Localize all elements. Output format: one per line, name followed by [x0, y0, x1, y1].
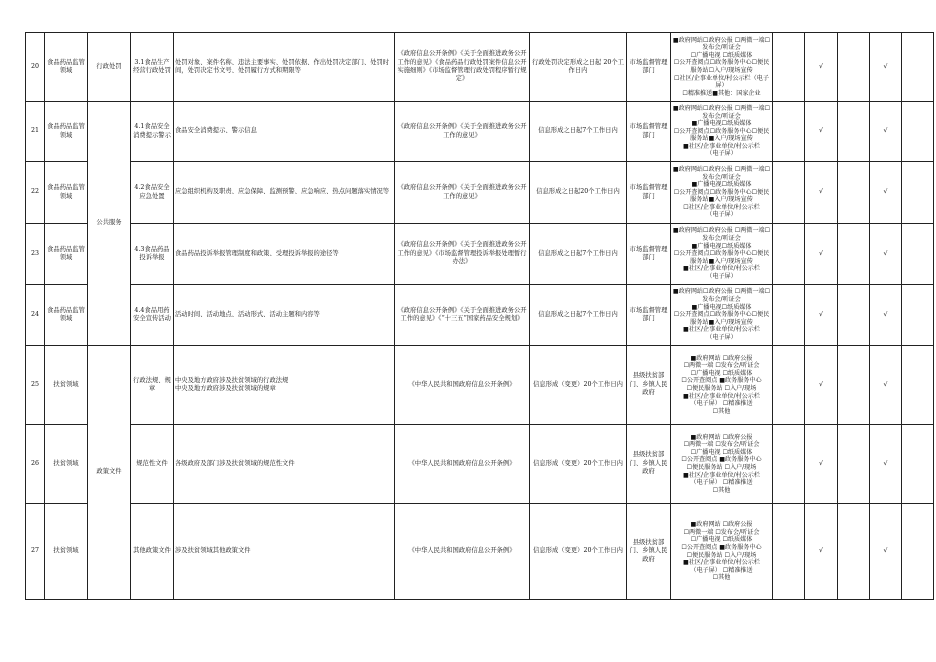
channel-line: ■政府网站☐政府公报 ☐两微一端☐发布会/听证会: [672, 36, 771, 52]
check-cell-c4: √: [870, 504, 902, 600]
check-cell-c1: [773, 102, 805, 162]
channel-line: ☐其他: [712, 574, 731, 582]
check-cell-c1: [773, 162, 805, 224]
disclosure-content-cell: 中央及地方政府涉及扶贫领域的行政法规 中央及地方政府涉及扶贫领域的规章: [174, 346, 395, 425]
channel-line: （电子屏） ☐精准推送: [690, 479, 753, 487]
disclosure-table: [25, 32, 934, 600]
channel-line: ☐公开查阅点 ■政务服务中心: [681, 377, 762, 385]
category-level1-cell: 政策文件: [88, 346, 131, 600]
disclosure-time-cell: 信息形成（变更）20个工作日内: [530, 346, 627, 425]
channel-line: ☐广播电视 ☐纸质媒体: [690, 51, 753, 59]
check-cell-c3: [838, 504, 870, 600]
check-cell-c4: √: [870, 102, 902, 162]
channel-line: ■广播电视☐纸质媒体: [691, 120, 752, 128]
channel-line: ■政府网站 ☐政府公报: [690, 433, 753, 441]
check-cell-c3: [838, 425, 870, 504]
table-row: [26, 162, 934, 224]
channel-line: ☐公开查阅点☐政务服务中心☐便民服务站■入户/现场宣传: [673, 311, 770, 326]
disclosure-time-cell: 信息形成之日起7个工作日内: [530, 224, 627, 285]
channel-line: （电子屏）: [706, 211, 737, 219]
row-number-cell: 26: [26, 425, 45, 504]
row-number-cell: 23: [26, 224, 45, 285]
disclosure-channels-cell: [671, 425, 773, 504]
channel-line: （电子屏）: [706, 333, 737, 341]
disclosure-content-cell: 各级政府及部门涉及扶贫领域的规范性文件: [174, 425, 395, 504]
check-cell-c1: [773, 346, 805, 425]
disclosure-content-cell: 食品安全消费提示、警示信息: [174, 102, 395, 162]
channel-line: ■广播电视☐纸质媒体: [691, 181, 752, 189]
channel-line: ■广播电视☐纸质媒体: [691, 303, 752, 311]
field-cell: 扶贫领域: [45, 346, 88, 425]
disclosure-basis-cell: 《政府信息公开条例》《关于全面推进政务公开工作的意见》《“十三五”国家药品安全规划》: [395, 285, 530, 346]
channel-line: ■政府网站☐政府公报 ☐两微一端☐发布会/听证会: [672, 288, 771, 304]
field-cell: 食品药品监管领域: [45, 102, 88, 162]
table-row: [26, 425, 934, 504]
channel-line: ☐两微一端 ☐发布会/听证会: [683, 362, 760, 370]
category-level2-cell: 规范性文件: [131, 425, 174, 504]
channel-line: ☐广播电视 ☐纸质媒体: [690, 536, 753, 544]
disclosure-channels-cell: [671, 33, 773, 102]
disclosure-basis-cell: 《政府信息公开条例》《关于全面推进政务公开工作的意见》: [395, 102, 530, 162]
table-row: [26, 224, 934, 285]
disclosure-time-cell: 行政处罚决定形成之日起 20个工作日内: [530, 33, 627, 102]
check-cell-c3: [838, 346, 870, 425]
channel-line: ☐精准推送■其他：国家企业: [682, 89, 761, 97]
channel-line: ■政府网站 ☐政府公报: [690, 521, 753, 529]
row-number-cell: 20: [26, 33, 45, 102]
channel-line: ■社区/企事业单位/村公示栏: [683, 265, 760, 273]
channel-line: （电子屏）: [706, 272, 737, 280]
channel-line: ■政府网站 ☐政府公报: [690, 354, 753, 362]
category-level2-cell: 其他政策文件: [131, 504, 174, 600]
disclosure-basis-cell: 《中华人民共和国政府信息公开条例》: [395, 504, 530, 600]
disclosure-channels-cell: [671, 285, 773, 346]
disclosure-time-cell: 信息形成（变更）20个工作日内: [530, 504, 627, 600]
row-number-cell: 24: [26, 285, 45, 346]
disclosure-basis-cell: 《政府信息公开条例》《关于全面推进政务公开工作的意见》《食品药品行政处罚案件信息公开实施细则》《市场监督管理行政处罚程序暂行规定》: [395, 33, 530, 102]
disclosure-department-cell: 市场监督管理部门: [627, 162, 671, 224]
disclosure-basis-cell: 《政府信息公开条例》《关于全面推进政务公开工作的意见》《市场监督管理投诉举报处理暂行办法》: [395, 224, 530, 285]
disclosure-time-cell: 信息形成之日起7个工作日内: [530, 285, 627, 346]
disclosure-time-cell: 信息形成之日起20个工作日内: [530, 162, 627, 224]
check-cell-c4: √: [870, 346, 902, 425]
field-cell: 食品药品监管领域: [45, 33, 88, 102]
check-cell-c1: [773, 504, 805, 600]
channel-line: ■政府网站☐政府公报 ☐两微一端☐发布会/听证会: [672, 227, 771, 243]
check-cell-c5: [902, 102, 934, 162]
channel-line: ☐公开查阅点☐政务服务中心☐便民服务站■入户/现场宣传: [673, 188, 770, 204]
check-cell-c5: [902, 224, 934, 285]
disclosure-channels-cell: [671, 504, 773, 600]
check-cell-c3: [838, 102, 870, 162]
channel-line: ☐公开查阅点 ■政务服务中心: [681, 456, 762, 464]
table-row: [26, 102, 934, 162]
channel-line: ☐公开查阅点☐政务服务中心☐便民服务站■入户/现场宣传: [673, 127, 770, 143]
check-cell-c4: √: [870, 285, 902, 346]
channel-line: ☐公开查阅点 ■政务服务中心: [681, 543, 762, 551]
category-level2-cell: 行政法规、规章: [131, 346, 174, 425]
check-cell-c3: [838, 224, 870, 285]
disclosure-content-cell: 涉及扶贫领域其他政策文件: [174, 504, 395, 600]
disclosure-channels-cell: [671, 346, 773, 425]
disclosure-basis-cell: 《政府信息公开条例》《关于全面推进政务公开工作的意见》: [395, 162, 530, 224]
disclosure-department-cell: 县级扶贫部门、乡镇人民政府: [627, 425, 671, 504]
check-cell-c4: √: [870, 224, 902, 285]
channel-line: ☐社区/企事业单位/村公示栏（电子屏）: [674, 74, 769, 90]
disclosure-channels-cell: [671, 102, 773, 162]
disclosure-content-cell: 应急组织机构及职责、应急保障、监测预警、应急响应、热点问题落实情况等: [174, 162, 395, 224]
disclosure-content-cell: 活动时间、活动地点、活动形式、活动主题和内容等: [174, 285, 395, 346]
disclosure-channels-cell: [671, 162, 773, 224]
disclosure-department-cell: 县级扶贫部门、乡镇人民政府: [627, 346, 671, 425]
channel-line: （电子屏） ☐精准推送: [690, 566, 753, 574]
disclosure-department-cell: 市场监督管理部门: [627, 33, 671, 102]
field-cell: 食品药品监管领域: [45, 162, 88, 224]
channel-line: ☐社区/企事业单位/村公示栏: [683, 203, 760, 211]
check-cell-c2: √: [805, 285, 838, 346]
check-cell-c3: [838, 285, 870, 346]
disclosure-basis-cell: 《中华人民共和国政府信息公开条例》: [395, 425, 530, 504]
check-cell-c1: [773, 425, 805, 504]
category-level2-cell: 4.4食品用药安全宣传活动: [131, 285, 174, 346]
row-number-cell: 22: [26, 162, 45, 224]
check-cell-c2: √: [805, 346, 838, 425]
channel-line: ■广播电视☐纸质媒体: [691, 242, 752, 250]
channel-line: ☐其他: [712, 486, 731, 494]
disclosure-content-cell: 食品药品投诉举报管理制度和政策、受理投诉举报的途径等: [174, 224, 395, 285]
category-level2-cell: 4.2食品安全应急处置: [131, 162, 174, 224]
channel-line: ■社区/企事业单位/村公示栏: [683, 142, 760, 150]
channel-line: ☐公开查阅点☐政务服务中心☐便民服务站☐入户/现场宣传: [673, 59, 770, 74]
channel-line: ☐其他: [712, 407, 731, 415]
field-cell: 扶贫领域: [45, 504, 88, 600]
channel-line: ☐公开查阅点☐政务服务中心☐便民服务站■入户/现场宣传: [673, 250, 770, 265]
check-cell-c5: [902, 162, 934, 224]
check-cell-c1: [773, 224, 805, 285]
check-cell-c5: [902, 33, 934, 102]
disclosure-channels-cell: [671, 224, 773, 285]
check-cell-c4: √: [870, 33, 902, 102]
disclosure-department-cell: 市场监督管理部门: [627, 224, 671, 285]
category-level2-cell: 4.1食品安全消费提示警示: [131, 102, 174, 162]
channel-line: ☐两微一端 ☐发布会/听证会: [683, 441, 760, 449]
check-cell-c5: [902, 346, 934, 425]
field-cell: 食品药品监管领域: [45, 224, 88, 285]
channel-line: ■政府网站☐政府公报 ☐两微一端☐发布会/听证会: [672, 165, 771, 181]
category-level1-cell: 公共服务: [88, 102, 131, 346]
channel-line: （电子屏）: [706, 150, 737, 158]
field-cell: 食品药品监管领域: [45, 285, 88, 346]
check-cell-c2: √: [805, 504, 838, 600]
check-cell-c5: [902, 285, 934, 346]
disclosure-department-cell: 市场监督管理部门: [627, 102, 671, 162]
check-cell-c2: √: [805, 162, 838, 224]
disclosure-department-cell: 市场监督管理部门: [627, 285, 671, 346]
check-cell-c2: √: [805, 33, 838, 102]
field-cell: 扶贫领域: [45, 425, 88, 504]
table-row: [26, 346, 934, 425]
row-number-cell: 21: [26, 102, 45, 162]
check-cell-c3: [838, 33, 870, 102]
check-cell-c1: [773, 285, 805, 346]
check-cell-c2: √: [805, 425, 838, 504]
channel-line: ☐便民服务站 ☐入户/现场: [686, 551, 757, 559]
category-level1-cell: 行政处罚: [88, 33, 131, 102]
channel-line: ■政府网站☐政府公报 ☐两微一端☐发布会/听证会: [672, 104, 771, 120]
channel-line: ☐便民服务站 ☐入户/现场: [686, 385, 757, 392]
row-number-cell: 25: [26, 346, 45, 425]
check-cell-c1: [773, 33, 805, 102]
channel-line: ☐广播电视 ☐纸质媒体: [690, 369, 753, 377]
table-row: [26, 504, 934, 600]
row-number-cell: 27: [26, 504, 45, 600]
channel-line: ■社区/企事业单位/村公示栏: [683, 326, 760, 334]
check-cell-c2: √: [805, 224, 838, 285]
channel-line: （电子屏） ☐精准推送: [690, 400, 753, 408]
check-cell-c2: √: [805, 102, 838, 162]
channel-line: ☐两微一端 ☐发布会/听证会: [683, 528, 760, 536]
channel-line: ■社区/企事业单位/村公示栏: [683, 471, 760, 479]
disclosure-time-cell: 信息形成（变更）20个工作日内: [530, 425, 627, 504]
channel-line: ■社区/企事业单位/村公示栏: [683, 559, 760, 567]
channel-line: ☐便民服务站 ☐入户/现场: [686, 464, 757, 471]
check-cell-c5: [902, 425, 934, 504]
check-cell-c4: √: [870, 162, 902, 224]
check-cell-c4: √: [870, 425, 902, 504]
disclosure-time-cell: 信息形成之日起7个工作日内: [530, 102, 627, 162]
disclosure-basis-cell: 《中华人民共和国政府信息公开条例》: [395, 346, 530, 425]
table-row: [26, 33, 934, 102]
table-row: [26, 285, 934, 346]
channel-line: ■社区/企事业单位/村公示栏: [683, 392, 760, 400]
channel-line: ☐广播电视 ☐纸质媒体: [690, 448, 753, 456]
check-cell-c5: [902, 504, 934, 600]
disclosure-department-cell: 县级扶贫部门、乡镇人民政府: [627, 504, 671, 600]
disclosure-content-cell: 处罚对象、案件名称、违法主要事实、处罚依据、作出处罚决定部门、处罚时间，处罚决定书文号、处罚履行方式和期限等: [174, 33, 395, 102]
category-level2-cell: 4.3食品药品投诉举报: [131, 224, 174, 285]
category-level2-cell: 3.1食品生产经营行政处罚: [131, 33, 174, 102]
check-cell-c3: [838, 162, 870, 224]
